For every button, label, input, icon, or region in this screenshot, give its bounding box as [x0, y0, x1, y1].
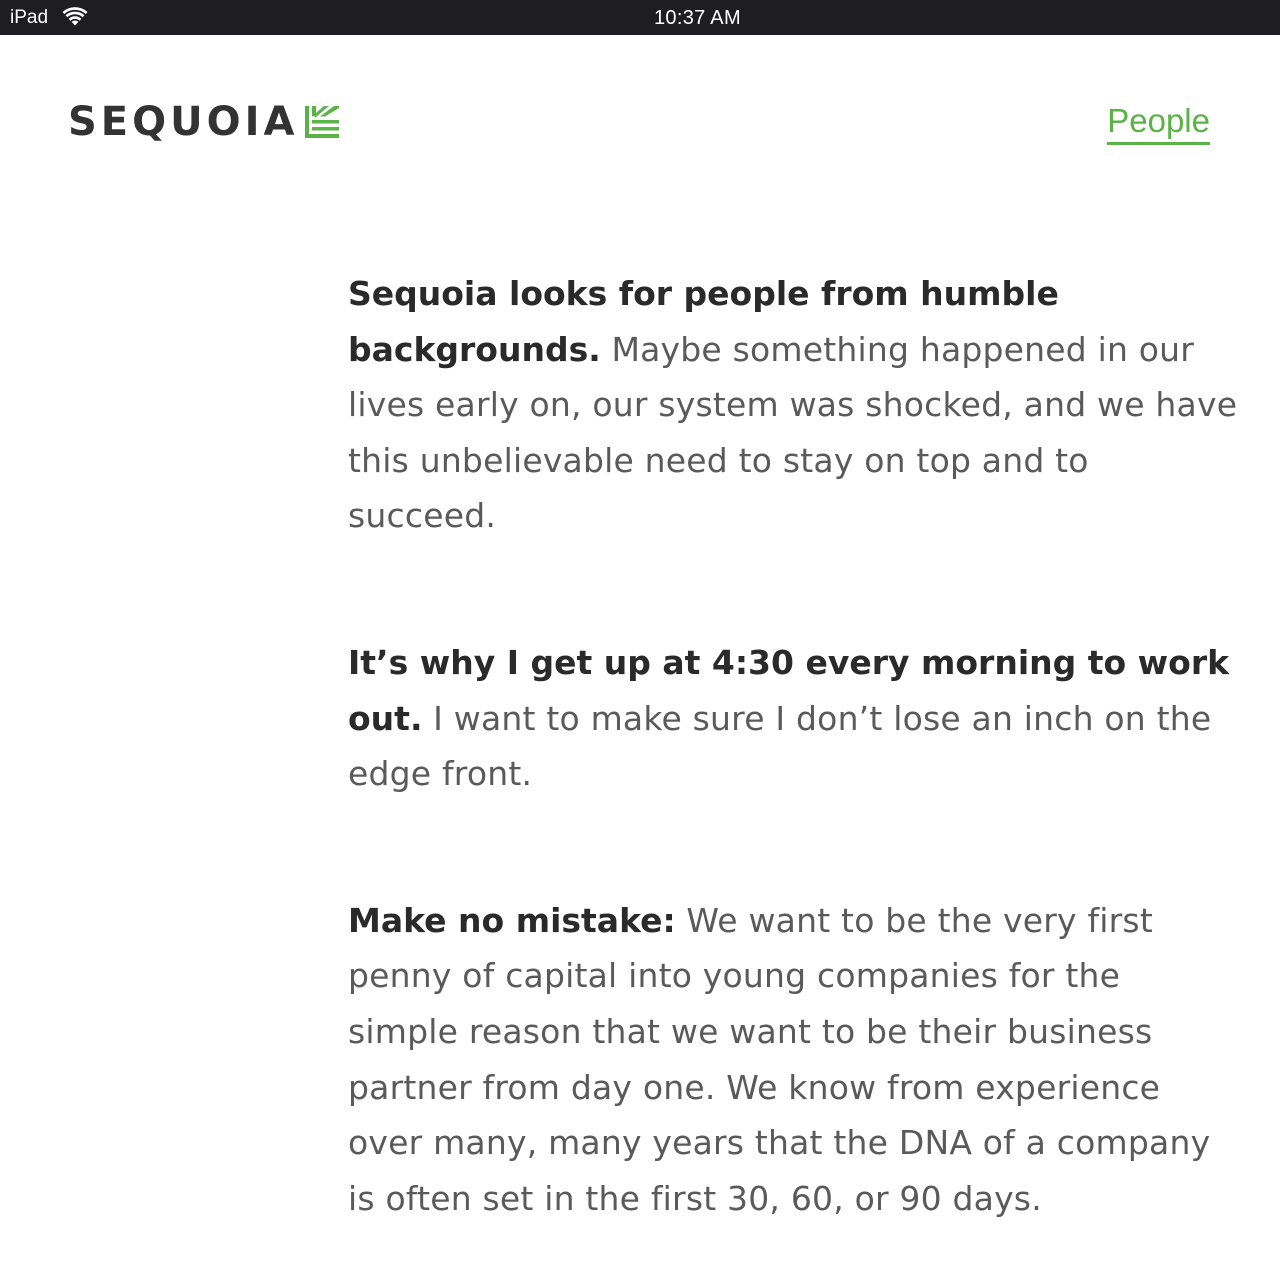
paragraph-1-lead: Sequoia looks for people from humble backgrounds. — [348, 274, 1059, 369]
paragraph-2-lead: It’s why I get up at 4:30 every morning to work out. — [348, 642, 1230, 738]
paragraph-3 — [348, 893, 1238, 1227]
paragraph-2-body: I want to make sure I don’t lose an inch on the edge front. — [348, 698, 1212, 794]
paragraph-2 — [348, 635, 1238, 802]
paragraph-1 — [348, 266, 1238, 544]
status-bar — [0, 0, 1280, 35]
paragraph-3-body: We want to be the very first penny of capital into young companies for the simple reason that we want to be their business partner from day one. We know from experience over many, many years that the DNA of a company is often set in the first 30, 60, or 90 days. — [348, 900, 1211, 1218]
sequoia-logo[interactable] — [68, 98, 340, 146]
sequoia-leaf-icon — [304, 104, 340, 140]
paragraph-1-body: Maybe something happened in our lives early on, our system was shocked, and we have this unbelievable need to stay on top and to succeed. — [348, 329, 1238, 536]
article-content — [348, 266, 1238, 1264]
device-label: iPad — [10, 7, 49, 28]
paragraph-3-lead: Make no mistake: — [348, 900, 676, 940]
nav-people-link[interactable]: People — [1107, 100, 1210, 145]
clock: 10:37 AM — [654, 7, 741, 29]
logo-wordmark: SEQUOIA — [68, 99, 299, 145]
